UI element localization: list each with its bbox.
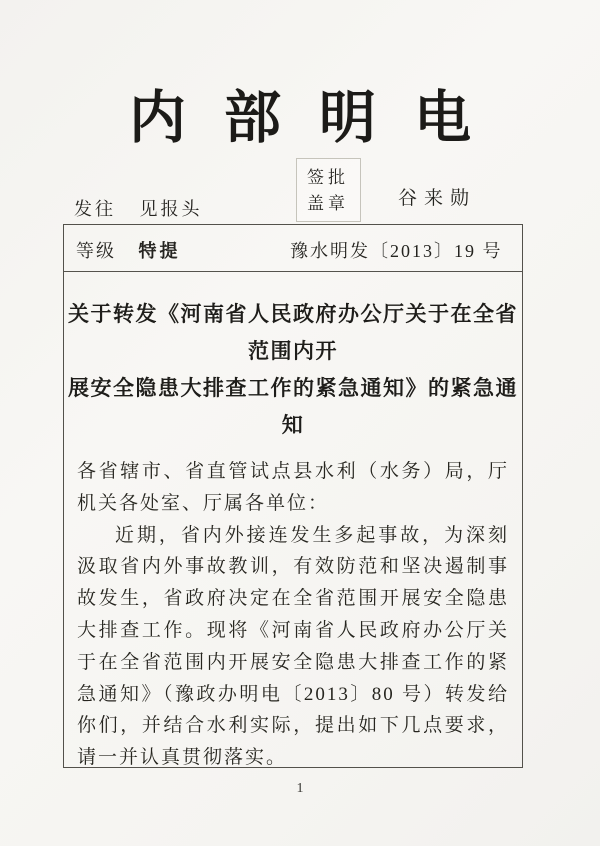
page-number: 1 (296, 781, 304, 796)
notice-title (64, 296, 522, 444)
signature-stamp-line2: 盖章 (307, 194, 349, 213)
document-frame (63, 224, 523, 768)
send-to-row (74, 195, 203, 221)
signature-stamp-line1: 签批 (307, 168, 349, 187)
notice-title-line1: 关于转发《河南省人民政府办公厅关于在全省范围内开 (68, 302, 518, 363)
signature-stamp-box (296, 158, 361, 222)
document-number: 豫水明发〔2013〕19 号 (290, 241, 503, 261)
send-to-value: 见报头 (139, 199, 203, 219)
notice-title-line2: 展安全隐患大排查工作的紧急通知》的紧急通知 (68, 376, 518, 437)
priority-level-value: 特提 (138, 241, 181, 261)
body-paragraph-1: 近期，省内外接连发生多起事故，为深刻汲取省内外事故教训，有效防范和坚决遏制事故发生，省政府决定在全省范围开展安全隐患大排查工作。现将《河南省人民政府办公厅关于在全省范围内开展安全隐患大排查工作的紧急通知》（豫政办明电〔2013〕80 号）转发给你们，并结合水利实际，提出如下几点要求，请一并认真贯彻落实。 (77, 524, 509, 768)
recipients-paragraph: 各省辖市、省直管试点县水利（水务）局，厅机关各处室、厅属各单位： (77, 461, 509, 514)
send-to-label: 发往 (74, 199, 116, 219)
priority-level (76, 237, 181, 263)
notice-body (77, 456, 509, 768)
meta-row (64, 225, 522, 272)
priority-level-label: 等级 (76, 241, 116, 261)
masthead-title: 内部明电 (129, 87, 509, 150)
signer-name: 谷来勋 (398, 188, 477, 209)
